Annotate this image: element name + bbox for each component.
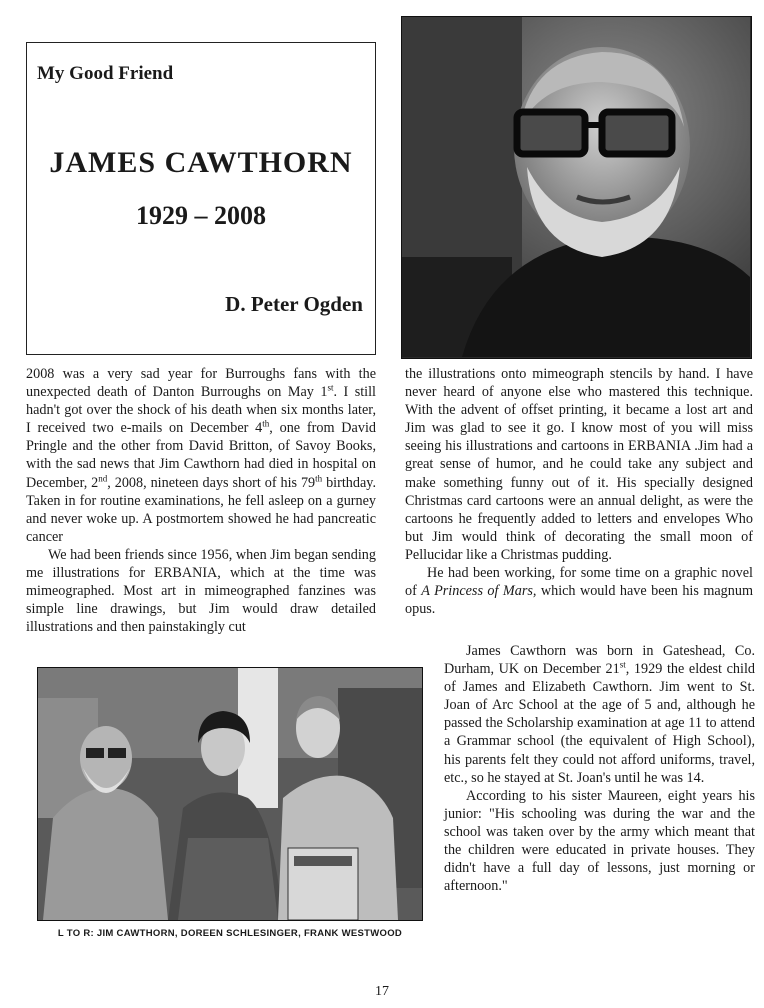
paragraph: 2008 was a very sad year for Burroughs fans with the unexpected death of Danton Burroughs on May 1st. I still hadn't got over the shock of his death when six months later, I received two e-mails on December 4th, one from David Pringle and the other from David Britton, of Savoy Books, with the sad news that Jim Cawthorn had died in hospital on December, 2nd, 2008, nineteen days short of his 79th birthday. Taken in for routine examinations, he fell asleep on a gurney and never woke up. A postmortem showed he had pancreatic cancer [26, 366, 376, 545]
paragraph: the illustrations onto mimeograph stencils by hand. I have never heard of anyone else who mastered this technique. With the advent of offset printing, it became a lost art and Jim was glad to see it go. I know most of you will miss seeing his illustrations and cartoons in ERBANIA .Jim had a great sense of humor, and he could take any subject and make something funny out of it. His specially designed Christmas card cartoons were an annual delight, as were the cartoons he frequently added to letters and envelopes Who but Jim would think of decorating the small moon of Pellucidar like a Christmas pudding. [405, 366, 753, 563]
portrait-illustration [402, 17, 750, 357]
column-3 [444, 642, 755, 895]
photo-caption: L TO R: JIM CAWTHORN, DOREEN SCHLESINGER, FRANK WESTWOOD [57, 928, 403, 939]
life-years: 1929 – 2008 [136, 201, 266, 230]
article-title: JAMES CAWTHORN [49, 146, 353, 179]
paragraph: We had been friends since 1956, when Jim began sending me illustrations for ERBANIA, which at the time was mimeographed. Most art in mimeographed fanzines was simple line drawings, but Jim would draw detailed illustrations and then painstakingly cut [26, 546, 376, 636]
paragraph: James Cawthorn was born in Gateshead, Co. Durham, UK on December 21st, 1929 the eldest child of James and Elizabeth Cawthorn. Jim went to St. Joan of Arc School at the age of 5 and, although he passed the Scholarship examination at age 11 to attend a Grammar school (the equivalent of High School), his parents felt they could not afford uniforms, travel, etc., so he stayed at St. Joan's until he was 14. [444, 643, 755, 786]
column-2 [405, 365, 753, 618]
paragraph: He had been working, for some time on a graphic novel of A Princess of Mars, which would have been his magnum opus. [405, 565, 753, 618]
column-1 [26, 365, 376, 636]
portrait-photo [401, 16, 752, 359]
title-box [26, 42, 376, 355]
paragraph: According to his sister Maureen, eight years his junior: "His schooling was during the war and the school was taken over by the army which meant that the children were educated in private houses. They didn't have a full day of lessons, just morning or afternoon." [444, 787, 755, 895]
group-illustration [38, 668, 422, 920]
page-number: 17 [375, 984, 389, 999]
group-photo [37, 667, 423, 921]
kicker: My Good Friend [37, 63, 174, 84]
byline: D. Peter Ogden [225, 292, 363, 316]
